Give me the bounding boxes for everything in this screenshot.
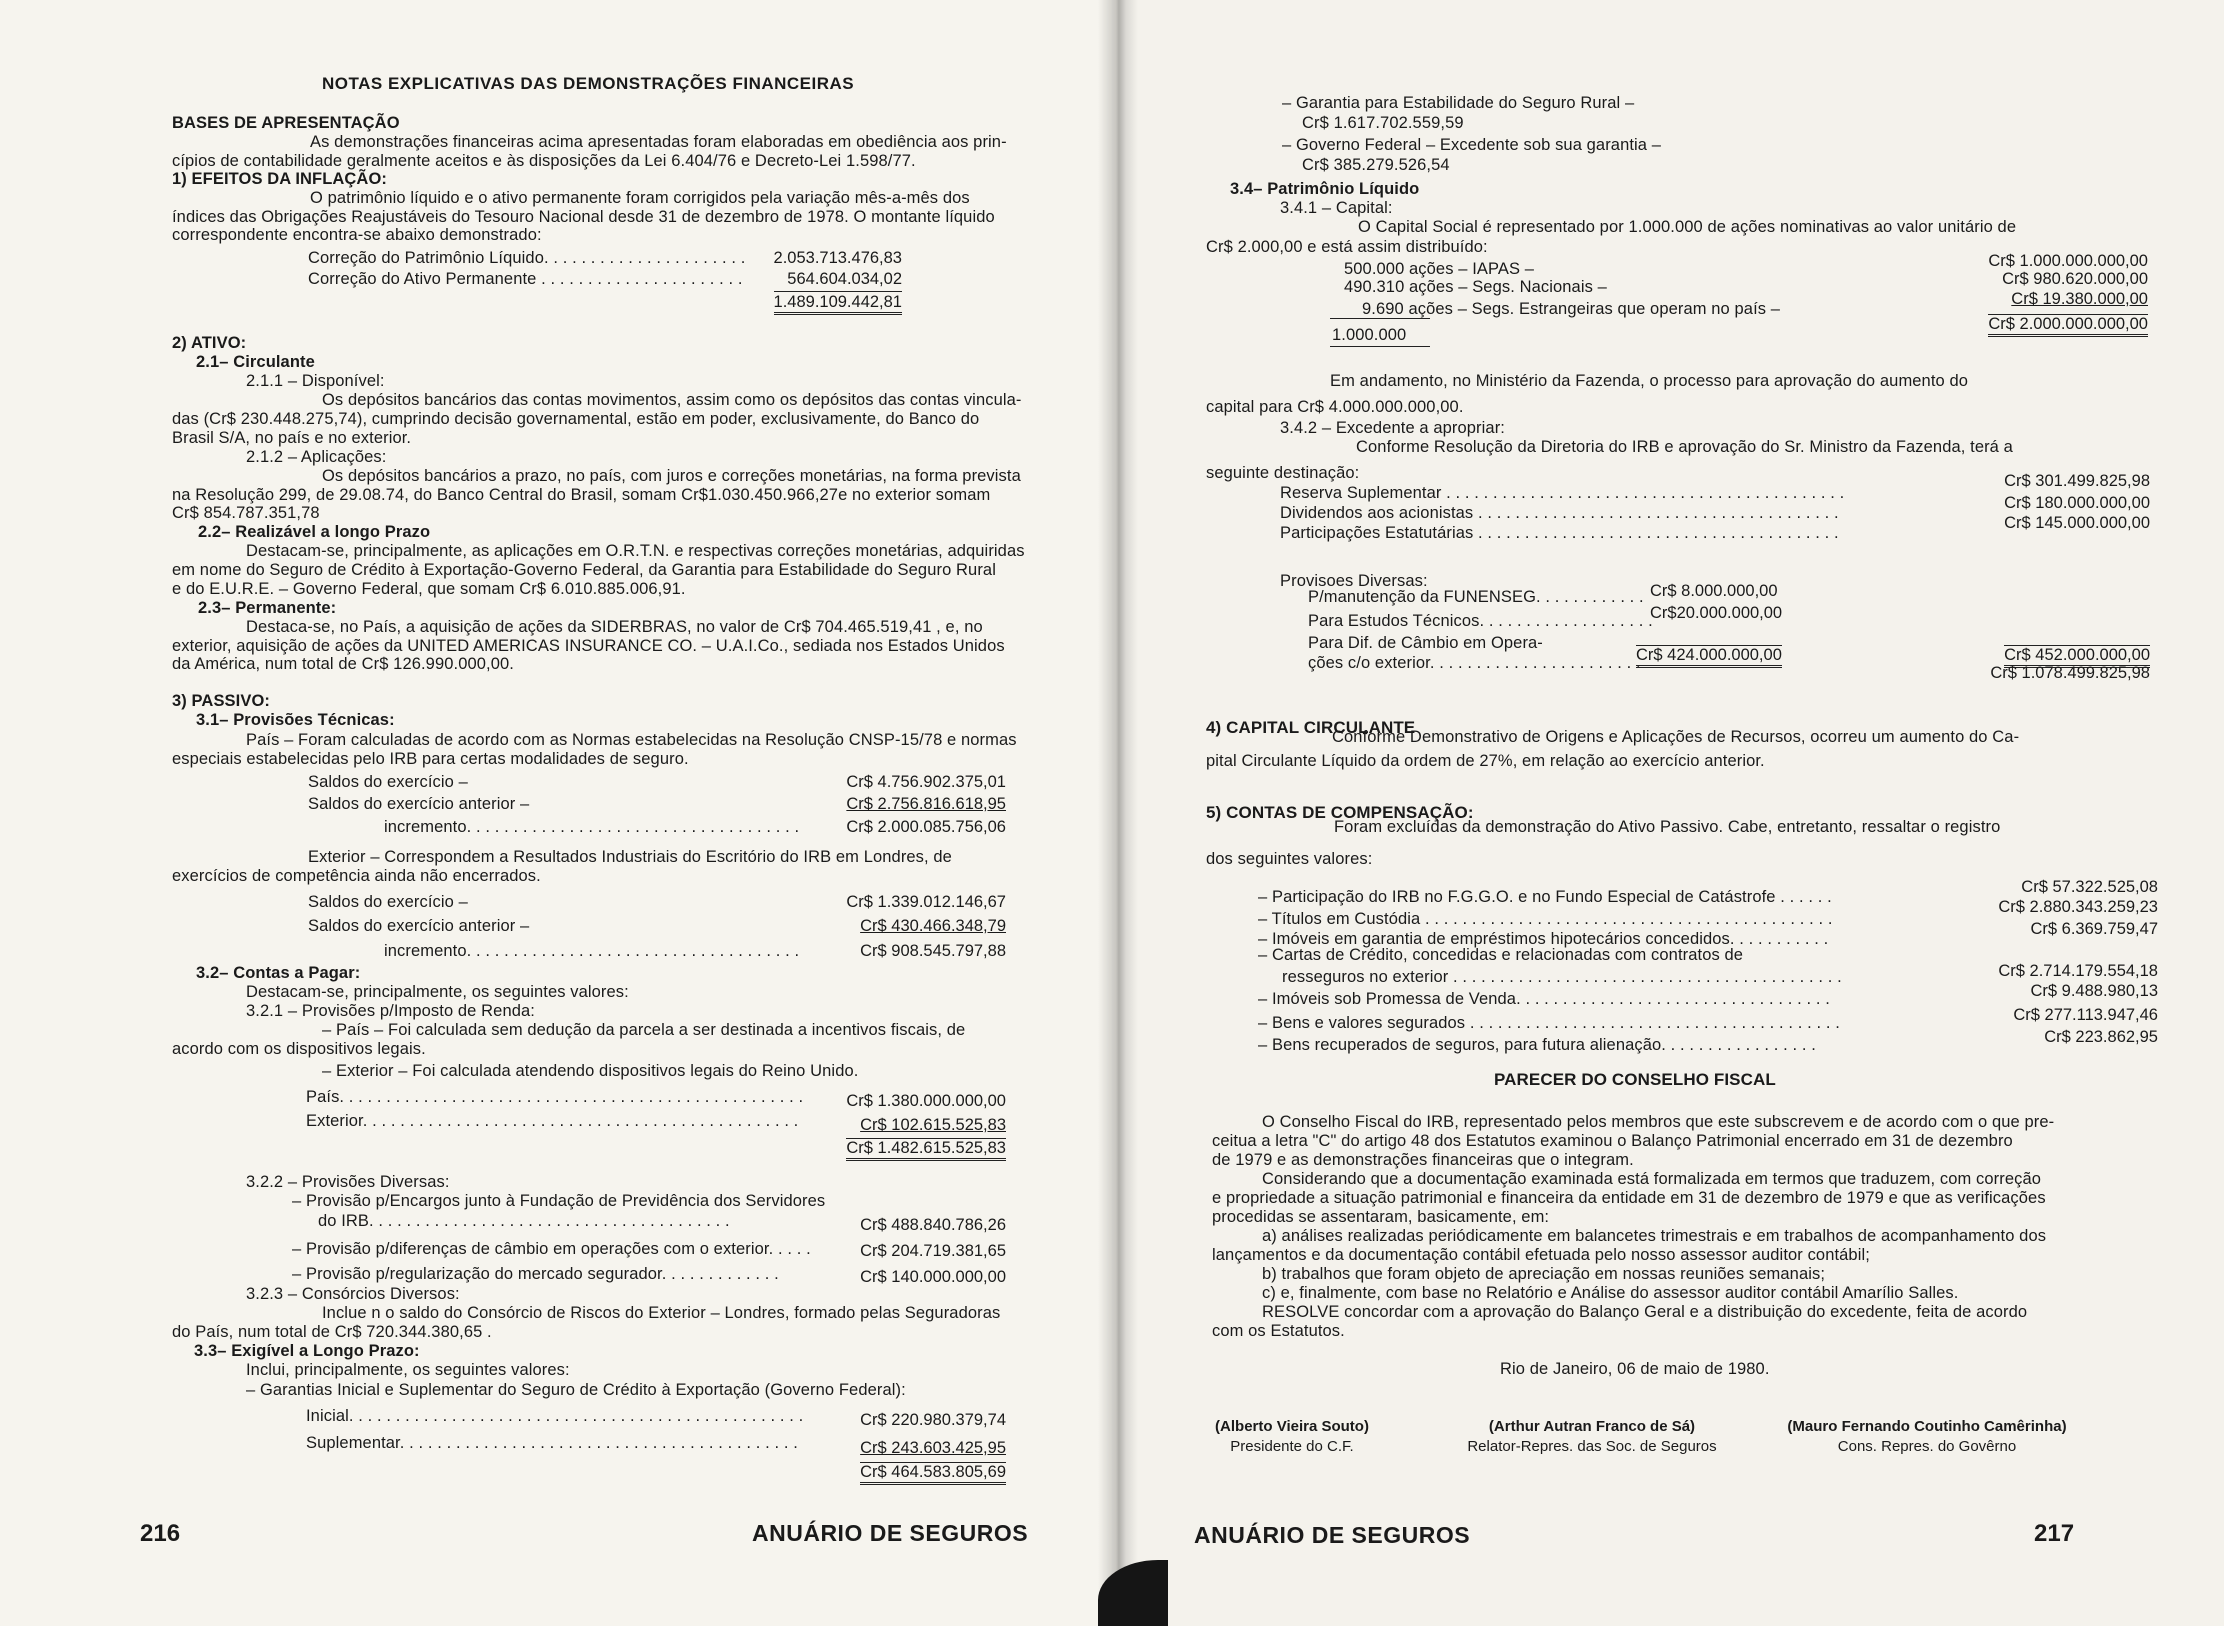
acoes-label: 490.310 ações – Segs. Nacionais – xyxy=(1344,278,1607,296)
amount-total: Cr$ 1.482.615.525,83 xyxy=(846,1138,1006,1161)
paragraph-line: do País, num total de Cr$ 720.344.380,65 . xyxy=(172,1323,492,1341)
amount-value: Cr$ 140.000.000,00 xyxy=(860,1268,1006,1286)
correcao-pl-value: 2.053.713.476,83 xyxy=(773,249,902,267)
grand-total: Cr$ 1.078.499.825,98 xyxy=(1990,664,2150,682)
subheading: 3.4.1 – Capital: xyxy=(1280,199,1393,217)
section-heading: 5) CONTAS DE COMPENSAÇÃO: xyxy=(1206,803,1474,822)
paragraph-line: na Resolução 299, de 29.08.74, do Banco Central do Brasil, somam Cr$1.030.450.966,27e no exterior somam xyxy=(172,486,991,504)
paragraph-line: exterior, aquisição de ações da UNITED AMERICAS INSURANCE CO. – U.A.I.Co., sediada nos Estados Unidos xyxy=(172,637,1005,655)
paragraph-line: – Governo Federal – Excedente sob sua garantia – xyxy=(1282,136,1662,154)
destinacao-value: Cr$ 301.499.825,98 xyxy=(2004,472,2150,490)
paragraph-line: O patrimônio líquido e o ativo permanente foram corrigidos pela variação mês-a-mês dos xyxy=(310,189,970,207)
amount-label: – Provisão p/regularização do mercado segurador. . . . . . . . . . . . . xyxy=(292,1265,779,1283)
paragraph-line: especiais estabelecidas pelo IRB para certas modalidades de seguro. xyxy=(172,750,689,768)
comp-value: Cr$ 9.488.980,13 xyxy=(2030,982,2158,1000)
paragraph-line: Foram excluídas da demonstração do Ativo Passivo. Cabe, entretanto, ressaltar o registro xyxy=(1334,818,2001,836)
correcao-pl-label: Correção do Patrimônio Líquido. . . . . . . . . . . . . . . . . . . . . . xyxy=(308,249,746,267)
paragraph-line: Conforme Demonstrativo de Origens e Aplicações de Recursos, ocorreu um aumento do Ca- xyxy=(1332,728,2020,746)
correcao-ap-label: Correção do Ativo Permanente . . . . . . . . . . . . . . . . . . . . . . xyxy=(308,270,743,288)
subheading: 2.1.2 – Aplicações: xyxy=(246,448,387,466)
amount-label: – Provisão p/diferenças de câmbio em operações com o exterior. . . . . xyxy=(292,1240,811,1258)
paragraph-line: Cr$ 854.787.351,78 xyxy=(172,504,320,522)
comp-label: – Imóveis sob Promessa de Venda. . . . . . . . . . . . . . . . . . . . . . . . . . . . . . . . . . xyxy=(1258,990,1830,1008)
paragraph-line: RESOLVE concordar com a aprovação do Balanço Geral e a distribuição do excedente, feita de acordo xyxy=(1262,1303,2028,1321)
subheading: 2.3– Permanente: xyxy=(198,599,337,617)
paragraph-line: O Conselho Fiscal do IRB, representado pelos membros que este subscrevem e de acordo com o que pre- xyxy=(1262,1113,2055,1131)
amount-label: Saldos do exercício anterior – xyxy=(308,917,530,935)
inflacao-heading: 1) EFEITOS DA INFLAÇÃO: xyxy=(172,170,387,188)
amount-label: Saldos do exercício – xyxy=(308,893,468,911)
paragraph-line: e propriedade a situação patrimonial e financeira da entidade em 31 de dezembro de 1979 e que as verificações xyxy=(1212,1189,2046,1207)
prov-value: Cr$20.000.000,00 xyxy=(1650,604,1783,622)
paragraph-line: Destaca-se, no País, a aquisição de ações da SIDERBRAS, no valor de Cr$ 704.465.519,41 , e, no xyxy=(246,618,983,636)
paragraph-line: procedidas se assentaram, basicamente, em: xyxy=(1212,1208,1550,1226)
destinacao-label: Dividendos aos acionistas . . . . . . . . . . . . . . . . . . . . . . . . . . . . . . . . . . . . . . . xyxy=(1280,504,1839,522)
amount-label: do IRB. . . . . . . . . . . . . . . . . . . . . . . . . . . . . . . . . . . . . . . xyxy=(318,1212,730,1230)
paragraph-line: Exterior – Correspondem a Resultados Industriais do Escritório do IRB em Londres, de xyxy=(308,848,952,866)
signature-name: (Arthur Autran Franco de Sá) xyxy=(1488,1418,1696,1435)
prov-label: Para Dif. de Câmbio em Opera- xyxy=(1308,634,1543,652)
divider xyxy=(1330,318,1430,319)
amount-value: Cr$ 488.840.786,26 xyxy=(860,1216,1006,1234)
right-page xyxy=(1112,0,2224,1626)
paragraph-line: em nome do Seguro de Crédito à Exportação-Governo Federal, da Garantia para Estabilidade do Seguro Rural xyxy=(172,561,996,579)
paragraph-line: b) trabalhos que foram objeto de apreciação em nossas reuniões semanais; xyxy=(1262,1265,1826,1283)
paragraph-line: Considerando que a documentação examinada está formalizada em termos que traduzem, com correção xyxy=(1262,1170,2041,1188)
paragraph-line: – Provisão p/Encargos junto à Fundação de Previdência dos Servidores xyxy=(292,1192,826,1210)
paragraph-line: das (Cr$ 230.448.275,74), cumprindo decisão governamental, estão em poder, exclusivamente, do Banco do xyxy=(172,410,980,428)
amount-value: Cr$ 220.980.379,74 xyxy=(860,1411,1006,1429)
signature-name: (Alberto Vieira Souto) xyxy=(1215,1418,1369,1435)
paragraph-line: ceitua a letra "C" do artigo 48 dos Estatutos examinou o Balanço Patrimonial encerrado em 31 de dezembro xyxy=(1212,1132,2013,1150)
acoes-value: Cr$ 980.620.000,00 xyxy=(2002,270,2148,288)
correcao-ap-value: 564.604.034,02 xyxy=(787,270,902,288)
comp-label: – Bens e valores segurados . . . . . . . . . . . . . . . . . . . . . . . . . . . . . . . . . . . . . . . . xyxy=(1258,1014,1840,1032)
comp-label: – Cartas de Crédito, concedidas e relacionadas com contratos de xyxy=(1258,946,1744,964)
subheading: 3.2.3 – Consórcios Diversos: xyxy=(246,1285,460,1303)
signature-role: Relator-Repres. das Soc. de Seguros xyxy=(1467,1438,1717,1455)
paragraph-line: seguinte destinação: xyxy=(1206,464,1360,482)
subheading: 3.4– Patrimônio Líquido xyxy=(1230,180,1420,198)
paragraph-line: Os depósitos bancários das contas movimentos, assim como os depósitos das contas vincula- xyxy=(322,391,1022,409)
comp-label: resseguros no exterior . . . . . . . . . . . . . . . . . . . . . . . . . . . . . . . . . . . . . . . . . . xyxy=(1282,968,1842,986)
amount-value: Cr$ 4.756.902.375,01 xyxy=(846,773,1006,791)
section-heading: 4) CAPITAL CIRCULANTE xyxy=(1206,718,1416,737)
capital-total: Cr$ 2.000.000.000,00 xyxy=(1988,314,2148,337)
amount-value: Cr$ 2.756.816.618,95 xyxy=(846,795,1006,813)
comp-label: – Imóveis em garantia de empréstimos hipotecários concedidos. . . . . . . . . . . xyxy=(1258,930,1829,948)
comp-value: Cr$ 6.369.759,47 xyxy=(2030,920,2158,938)
divider xyxy=(1330,346,1430,347)
amount-total: Cr$ 464.583.805,69 xyxy=(860,1462,1006,1485)
paragraph-line: Os depósitos bancários a prazo, no país, com juros e correções monetárias, na forma prevista xyxy=(322,467,1021,485)
paragraph-line: – Exterior – Foi calculada atendendo dispositivos legais do Reino Unido. xyxy=(322,1062,859,1080)
paragraph-line: da América, num total de Cr$ 126.990.000,00. xyxy=(172,655,514,673)
amount-label: incremento. . . . . . . . . . . . . . . . . . . . . . . . . . . . . . . . . . . . xyxy=(384,818,800,836)
subheading: 3.2– Contas a Pagar: xyxy=(196,964,361,982)
subheading: 3.1– Provisões Técnicas: xyxy=(196,711,395,729)
paragraph-line: O Capital Social é representado por 1.000.000 de ações nominativas ao valor unitário de xyxy=(1358,218,2017,236)
acoes-value: Cr$ 19.380.000,00 xyxy=(2011,290,2148,308)
comp-label: – Títulos em Custódia . . . . . . . . . . . . . . . . . . . . . . . . . . . . . . . . . . . . . . . . . . . . xyxy=(1258,910,1833,928)
page-title: NOTAS EXPLICATIVAS DAS DEMONSTRAÇÕES FINANCEIRAS xyxy=(322,74,855,93)
amount-label: Saldos do exercício – xyxy=(308,773,468,791)
paragraph-line: – Garantia para Estabilidade do Seguro Rural – xyxy=(1282,94,1635,112)
paragraph-line: Conforme Resolução da Diretoria do IRB e aprovação do Sr. Ministro da Fazenda, terá a xyxy=(1356,438,2013,456)
running-footer: ANUÁRIO DE SEGUROS xyxy=(752,1520,1029,1546)
prov-value: Cr$ 424.000.000,00 xyxy=(1636,645,1782,668)
paragraph-line: – Garantias Inicial e Suplementar do Seguro de Crédito à Exportação (Governo Federal): xyxy=(246,1381,906,1399)
amount-value: Cr$ 204.719.381,65 xyxy=(860,1242,1006,1260)
amount-label: País. . . . . . . . . . . . . . . . . . . . . . . . . . . . . . . . . . . . . . . . . . . . . . . . . . xyxy=(306,1088,804,1106)
paragraph-line: Em andamento, no Ministério da Fazenda, o processo para aprovação do aumento do xyxy=(1330,372,1969,390)
paragraph-line: Destacam-se, principalmente, as aplicações em O.R.T.N. e respectivas correções monetárias, adquiridas xyxy=(246,542,1025,560)
paragraph-line: cípios de contabilidade geralmente aceitos e às disposições da Lei 6.404/76 e Decreto-Lei 1.598/77. xyxy=(172,152,916,170)
prov-label: ções c/o exterior. . . . . . . . . . . . . . . . . . . . . . . xyxy=(1308,654,1641,672)
amount-label: Exterior. . . . . . . . . . . . . . . . . . . . . . . . . . . . . . . . . . . . . . . . . . . . . . . xyxy=(306,1112,799,1130)
comp-value: Cr$ 223.862,95 xyxy=(2044,1028,2158,1046)
ativo-heading: 2) ATIVO: xyxy=(172,334,247,352)
comp-label: – Bens recuperados de seguros, para futura alienação. . . . . . . . . . . . . . . . . xyxy=(1258,1036,1816,1054)
acoes-label: 9.690 ações – Segs. Estrangeiras que operam no país – xyxy=(1362,300,1781,318)
paragraph-line: Inclue n o saldo do Consórcio de Riscos do Exterior – Londres, formado pelas Seguradoras xyxy=(322,1304,1001,1322)
paragraph-line: Inclui, principalmente, os seguintes valores: xyxy=(246,1361,570,1379)
paragraph-line: – País – Foi calculada sem dedução da parcela a ser destinada a incentivos fiscais, de xyxy=(322,1021,966,1039)
acoes-total: 1.000.000 xyxy=(1332,326,1407,344)
subheading: 2.2– Realizável a longo Prazo xyxy=(198,523,431,541)
signature-role: Presidente do C.F. xyxy=(1230,1438,1354,1455)
amount-value: Cr$ 430.466.348,79 xyxy=(860,917,1006,935)
amount-value: Cr$ 1.339.012.146,67 xyxy=(846,893,1006,911)
comp-label: – Participação do IRB no F.G.G.O. e no Fundo Especial de Catástrofe . . . . . . xyxy=(1258,888,1832,906)
correcao-total: 1.489.109.442,81 xyxy=(774,291,902,315)
subheading: 3.2.2 – Provisões Diversas: xyxy=(246,1173,450,1191)
bases-heading: BASES DE APRESENTAÇÃO xyxy=(172,114,400,132)
prov-label: P/manutenção da FUNENSEG. . . . . . . . . . . . xyxy=(1308,588,1644,606)
paragraph-line: Brasil S/A, no país e no exterior. xyxy=(172,429,412,447)
paragraph-line: dos seguintes valores: xyxy=(1206,850,1373,868)
paragraph-line: exercícios de competência ainda não encerrados. xyxy=(172,867,541,885)
running-footer: ANUÁRIO DE SEGUROS xyxy=(1194,1522,1471,1548)
section-heading: PARECER DO CONSELHO FISCAL xyxy=(1494,1070,1776,1089)
amount-value: Cr$ 1.380.000.000,00 xyxy=(846,1092,1006,1110)
comp-value: Cr$ 277.113.947,46 xyxy=(2013,1006,2158,1024)
prov-label: Para Estudos Técnicos. . . . . . . . . . . . . . . . . . . xyxy=(1308,612,1653,630)
paragraph-line: lançamentos e da documentação contábil efetuada pelo nosso assessor auditor contábil; xyxy=(1212,1246,1870,1264)
comp-value: Cr$ 57.322.525,08 xyxy=(2021,878,2158,896)
subheading: 3.2.1 – Provisões p/Imposto de Renda: xyxy=(246,1002,535,1020)
comp-value: Cr$ 2.880.343.259,23 xyxy=(1998,898,2158,916)
page-number: 216 xyxy=(140,1520,181,1547)
destinacao-label: Reserva Suplementar . . . . . . . . . . . . . . . . . . . . . . . . . . . . . . . . . . . . . . . . . . . xyxy=(1280,484,1845,502)
amount-label: incremento. . . . . . . . . . . . . . . . . . . . . . . . . . . . . . . . . . . . xyxy=(384,942,800,960)
prov-total: Cr$ 452.000.000,00 xyxy=(2004,645,2150,668)
amount-value: Cr$ 2.000.085.756,06 xyxy=(846,818,1006,836)
acoes-label: 500.000 ações – IAPAS – xyxy=(1344,260,1535,278)
paragraph-line: de 1979 e as demonstrações financeiras que o integram. xyxy=(1212,1151,1634,1169)
paragraph-line: c) e, finalmente, com base no Relatório e Análise do assessor auditor contábil Amarílio Salles. xyxy=(1262,1284,1959,1302)
paragraph-line: pital Circulante Líquido da ordem de 27%, em relação ao exercício anterior. xyxy=(1206,752,1765,770)
paragraph-line: e do E.U.R.E. – Governo Federal, que somam Cr$ 6.010.885.006,91. xyxy=(172,580,686,598)
paragraph-line: As demonstrações financeiras acima apresentadas foram elaboradas em obediência aos prin- xyxy=(310,133,1007,151)
amount-value: Cr$ 385.279.526,54 xyxy=(1302,156,1450,174)
page-number: 217 xyxy=(2034,1520,2075,1547)
amount-value: Cr$ 1.617.702.559,59 xyxy=(1302,114,1464,132)
paragraph-line: correspondente encontra-se abaixo demonstrado: xyxy=(172,226,542,244)
signature-role: Cons. Repres. do Govêrno xyxy=(1837,1438,2017,1455)
amount-label: Inicial. . . . . . . . . . . . . . . . . . . . . . . . . . . . . . . . . . . . . . . . . . . . . . . . . xyxy=(306,1407,804,1425)
paragraph-line: acordo com os dispositivos legais. xyxy=(172,1040,426,1058)
prov-value: Cr$ 8.000.000,00 xyxy=(1650,582,1778,600)
subheading: Provisoes Diversas: xyxy=(1280,572,1428,590)
subheading: 2.1.1 – Disponível: xyxy=(246,372,385,390)
paragraph-line: Cr$ 2.000,00 e está assim distribuído: xyxy=(1206,238,1488,256)
destinacao-label: Participações Estatutárias . . . . . . . . . . . . . . . . . . . . . . . . . . . . . . . . . . . . . . . xyxy=(1280,524,1839,542)
subheading: 3.4.2 – Excedente a apropriar: xyxy=(1280,419,1505,437)
paragraph-line: capital para Cr$ 4.000.000.000,00. xyxy=(1206,398,1464,416)
amount-label: Saldos do exercício anterior – xyxy=(308,795,530,813)
destinacao-value: Cr$ 180.000.000,00 xyxy=(2004,494,2150,512)
signature-name: (Mauro Fernando Coutinho Camêrinha) xyxy=(1787,1418,2067,1435)
paragraph-line: com os Estatutos. xyxy=(1212,1322,1345,1340)
paragraph-line: Destacam-se, principalmente, os seguintes valores: xyxy=(246,983,629,1001)
book-gutter-shadow xyxy=(1098,0,1138,1626)
subheading: 3.3– Exigível a Longo Prazo: xyxy=(194,1342,420,1360)
acoes-value: Cr$ 1.000.000.000,00 xyxy=(1988,252,2148,270)
comp-value: Cr$ 2.714.179.554,18 xyxy=(1998,962,2158,980)
amount-value: Cr$ 102.615.525,83 xyxy=(860,1116,1006,1134)
amount-label: Suplementar. . . . . . . . . . . . . . . . . . . . . . . . . . . . . . . . . . . . . . . . . . . xyxy=(306,1434,798,1452)
amount-value: Cr$ 243.603.425,95 xyxy=(860,1439,1006,1457)
paragraph-line: País – Foram calculadas de acordo com as Normas estabelecidas na Resolução CNSP-15/78 e normas xyxy=(246,731,1017,749)
paragraph-line: a) análises realizadas periódicamente em balancetes trimestrais e em trabalhos de acompanhamento dos xyxy=(1262,1227,2047,1245)
subheading: 2.1– Circulante xyxy=(196,353,315,371)
paragraph-line: índices das Obrigações Reajustáveis do Tesouro Nacional desde 31 de dezembro de 1978. O montante líquido xyxy=(172,208,995,226)
local-date: Rio de Janeiro, 06 de maio de 1980. xyxy=(1500,1360,1770,1378)
destinacao-value: Cr$ 145.000.000,00 xyxy=(2004,514,2150,532)
passivo-heading: 3) PASSIVO: xyxy=(172,692,270,710)
amount-value: Cr$ 908.545.797,88 xyxy=(860,942,1006,960)
